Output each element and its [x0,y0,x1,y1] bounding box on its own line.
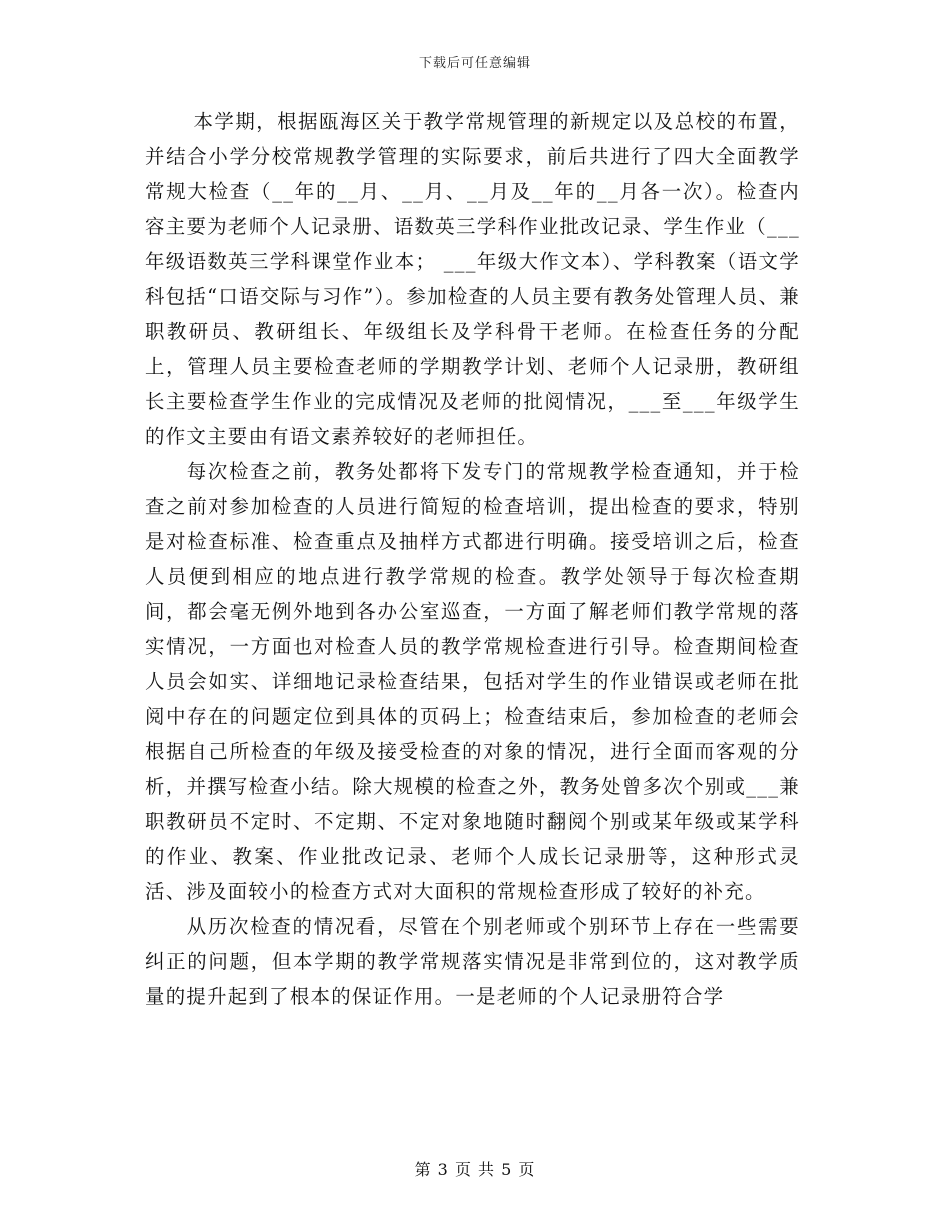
document-body [145,104,800,1014]
page-number: 第 3 页 共 5 页 [414,1160,536,1179]
paragraph-2: 每次检查之前，教务处都将下发专门的常规教学检查通知，并于检查之前对参加检查的人员进行简短的检查培训，提出检查的要求，特别是对检查标准、检查重点及抽样方式都进行明确。接受培训之后，检查人员便到相应的地点进行教学常规的检查。教学处领导于每次检查期间，都会毫无例外地到各办公室巡查，一方面了解老师们教学常规的落实情况，一方面也对检查人员的教学常规检查进行引导。检查期间检查人员会如实、详细地记录检查结果，包括对学生的作业错误或老师在批阅中存在的问题定位到具体的页码上；检查结束后，参加检查的老师会根据自己所检查的年级及接受检查的对象的情况，进行全面而客观的分析，并撰写检查小结。除大规模的检查之外，教务处曾多次个别或___兼职教研员不定时、不定期、不定对象地随时翻阅个别或某年级或某学科的作业、教案、作业批改记录、老师个人成长记录册等，这种形式灵活、涉及面较小的检查方式对大面积的常规检查形成了较好的补充。 [145,460,800,903]
paragraph-1: 本学期，根据瓯海区关于教学常规管理的新规定以及总校的布置，并结合小学分校常规教学管理的实际要求，前后共进行了四大全面教学常规大检查（__年的__月、__月、__月及__年的__月各一次）。检查内容主要为老师个人记录册、语数英三学科作业批改记录、学生作业（___年级语数英三学科课堂作业本； ___年级大作文本）、学科教案（语文学科包括“口语交际与习作”）。参加检查的人员主要有教务处管理人员、兼职教研员、教研组长、年级组长及学科骨干老师。在检查任务的分配上，管理人员主要检查老师的学期教学计划、老师个人记录册，教研组长主要检查学生作业的完成情况及老师的批阅情况，___至___年级学生的作文主要由有语文素养较好的老师担任。 [145,110,800,448]
paragraph-3: 从历次检查的情况看，尽管在个别老师或个别环节上存在一些需要纠正的问题，但本学期的教学常规落实情况是非常到位的，这对教学质量的提升起到了根本的保证作用。一是老师的个人记录册符合学 [145,915,800,1008]
page-header-note: 下载后可任意编辑 [418,56,531,71]
